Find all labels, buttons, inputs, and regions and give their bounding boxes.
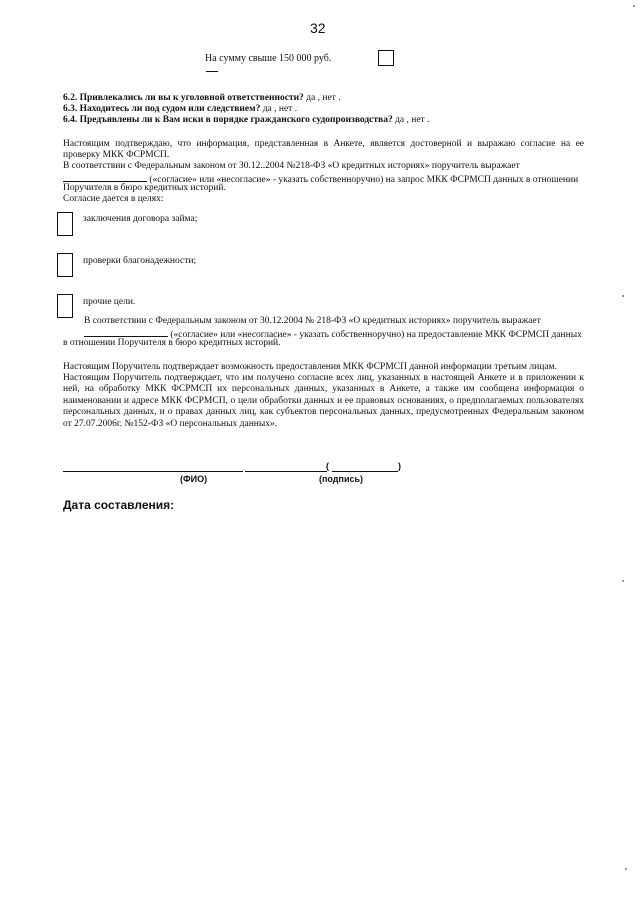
signature-line[interactable]	[245, 471, 327, 472]
consent-line-2-text: («согласие» или «несогласие» - указать собственноручно) на запрос МКК ФСРМСП данных в отношении	[149, 175, 579, 185]
scan-speck	[633, 5, 635, 7]
consent2-line-2-text: («согласие» или «несогласие» - указать собственноручно) на предоставление МКК ФСРМСП данных	[170, 330, 582, 340]
scan-speck	[622, 580, 624, 582]
question-6-3-answer[interactable]: да , нет .	[260, 104, 298, 114]
confirm-paragraph-2: Настоящим Поручитель подтверждает, что им получено согласие всех лиц, указанных в настоящей Анкете и в приложении к ней, на обработку МКК ФСРМСП их персональных данных, указанных в Анкете, а также им сообщена информация о наименовании и адресе МКК ФСРМСП, о цели обработки данных и ее правовых основаниях, о предполагаемых пользователях персональных данных, и о правах данных лиц, как субъектов персональных данных, предусмотренных Федеральным законом от 27.07.2006г. №152-ФЗ «О персональных данных».	[63, 373, 584, 429]
option-other-checkbox[interactable]	[57, 294, 73, 318]
sum-label: На сумму свыше 150 000 руб.	[205, 53, 332, 64]
consent2-handwrite-field[interactable]	[84, 327, 168, 337]
consent-line-3: Поручителя в бюро кредитных историй.	[63, 183, 226, 193]
option-loan-checkbox[interactable]	[57, 212, 73, 236]
scan-speck	[625, 868, 627, 870]
confirm-line-1: Настоящим Поручитель подтверждает возможность предоставления МКК ФСРМСП данной информации третьим лицам.	[63, 362, 557, 372]
scan-speck	[622, 295, 624, 297]
question-6-2-text: 6.2. Привлекались ли вы к уголовной ответственности?	[63, 93, 304, 103]
signature-label: (подпись)	[319, 474, 364, 484]
question-6-3	[63, 104, 297, 114]
sum-checkbox[interactable]	[378, 50, 394, 66]
date-label: Дата составления:	[63, 498, 175, 512]
decoding-line[interactable]	[332, 471, 398, 472]
option-reliability-checkbox[interactable]	[57, 253, 73, 277]
option-loan-label: заключения договора займа;	[83, 214, 198, 224]
consent2-line-3: в отношении Поручителя в бюро кредитных историй.	[63, 338, 281, 348]
consent2-line-1: В соответствии с Федеральным законом от 30.12.2004 № 218-ФЗ «О кредитных историях» поручитель выражает	[84, 316, 541, 326]
purposes-label: Согласие дается в целях:	[63, 194, 164, 204]
option-reliability-label: проверки благонадежности;	[83, 256, 197, 266]
question-6-4-text: 6.4. Предъявлены ли к Вам иски в порядке гражданского судопроизводства?	[63, 115, 393, 125]
consent-paragraph-1: Настоящим подтверждаю, что информация, представленная в Анкете, является достоверной и выражаю согласие на ее проверку МКК ФСРМСП.	[63, 139, 584, 161]
paren-close: )	[398, 461, 401, 471]
question-6-2-answer[interactable]: да , нет .	[303, 93, 341, 103]
question-6-2	[63, 93, 341, 103]
question-6-4	[63, 115, 429, 125]
consent-paragraph-2: В соответствии с Федеральным законом от 30.12..2004 №218-ФЗ «О кредитных историях» поручитель выражает	[63, 161, 520, 171]
question-6-3-text: 6.3. Находитесь ли под судом или следствием?	[63, 104, 261, 114]
page-number: 32	[310, 20, 326, 36]
fio-label: (ФИО)	[180, 474, 208, 484]
fio-line[interactable]	[63, 471, 243, 472]
consent-handwrite-field[interactable]	[63, 172, 147, 182]
option-other-label: прочие цели.	[83, 297, 136, 307]
sum-dash	[206, 71, 218, 72]
paren-open: (	[326, 461, 329, 471]
question-6-4-answer[interactable]: да , нет .	[392, 115, 430, 125]
